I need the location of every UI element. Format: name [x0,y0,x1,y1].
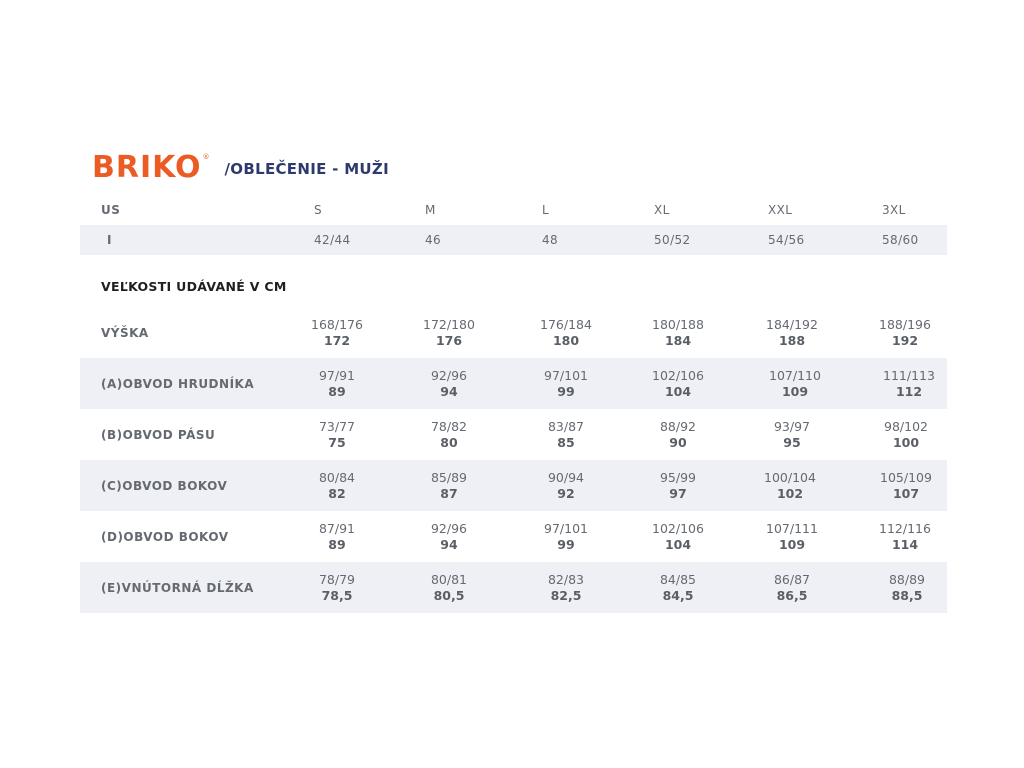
size-cell-it-5 [882,225,982,255]
range-value: 73/77 [318,418,356,434]
measure-cell [742,511,842,562]
mid-value: 184 [664,333,692,348]
range-value: 105/109 [880,469,932,485]
mid-value: 97 [669,485,687,501]
mid-value: 94 [440,383,458,399]
measure-cell [399,460,499,511]
briko-logo [92,150,211,185]
range-value: 107/111 [766,520,818,536]
range-value: 111/113 [883,367,935,383]
measure-label: (A)OBVOD HRUDNÍKA [101,376,255,391]
size-value: S [314,203,323,217]
mid-value: 192 [891,333,919,348]
size-value: 54/56 [768,233,805,247]
range-value: 102/106 [652,520,704,536]
size-value: M [425,203,436,217]
mid-value: 89 [328,383,346,399]
measure-cell [399,562,499,613]
range-value: 90/94 [547,469,585,485]
range-value: 112/116 [879,520,931,536]
measure-cell [742,562,842,613]
measure-label: (C)OBVOD BOKOV [101,478,228,493]
mid-value: 104 [664,536,692,552]
measure-cell [856,409,956,460]
mid-value: 90 [669,434,687,450]
mid-value: 99 [557,383,575,399]
size-cell-us-2 [542,198,642,222]
range-value: 97/91 [318,367,356,383]
measure-cell [628,409,728,460]
mid-value: 95 [783,434,801,450]
range-value: 188/196 [879,317,931,332]
size-cell-it-3 [654,225,754,255]
measure-row [80,511,947,562]
measure-label: VÝŠKA [101,326,149,340]
measure-cell [855,511,955,562]
size-cell-it-1 [425,225,525,255]
range-value: 98/102 [884,418,928,434]
mid-value: 102 [776,485,804,501]
measure-cell [287,562,387,613]
range-value: 172/180 [423,317,475,332]
measure-label: (E)VNÚTORNÁ DĹŽKA [101,580,254,595]
measure-cell [516,511,616,562]
range-value: 93/97 [773,418,811,434]
measure-cell [287,511,387,562]
size-cell-us-5 [882,198,982,222]
measure-cell [399,511,499,562]
mid-value: 85 [557,434,575,450]
size-value: XXL [768,203,793,217]
range-value: 100/104 [764,469,816,485]
mid-value: 86,5 [776,587,808,603]
mid-value: 82 [328,485,346,501]
measure-cell [516,460,616,511]
size-cell-us-3 [654,198,754,222]
size-value: XL [654,203,670,217]
brand-name: BRIKO [92,150,202,185]
range-value: 88/89 [888,571,926,587]
range-value: 92/96 [430,520,468,536]
measure-cell [628,308,728,358]
page-title: /OBLEČENIE - MUŽI [224,160,389,178]
registered-mark: ® [202,153,211,161]
range-value: 83/87 [547,418,585,434]
range-value: 85/89 [430,469,468,485]
size-cell-it-0 [314,225,414,255]
size-cell-it-2 [542,225,642,255]
measure-cell [628,511,728,562]
range-value: 176/184 [540,317,592,332]
mid-value: 114 [891,536,919,552]
measure-cell [399,409,499,460]
mid-value: 188 [778,333,806,348]
mid-value: 84,5 [662,587,694,603]
size-value: 42/44 [314,233,351,247]
size-value: 3XL [882,203,906,217]
range-value: 95/99 [659,469,697,485]
measure-cell [516,562,616,613]
mid-value: 82,5 [550,587,582,603]
range-value: 168/176 [311,317,363,332]
measure-cell [856,460,956,511]
measure-cell [287,308,387,358]
range-value: 107/110 [769,367,821,383]
range-value: 78/82 [430,418,468,434]
size-value: 48 [542,233,559,247]
measure-cell [742,409,842,460]
measure-cell [628,460,728,511]
range-value: 80/81 [430,571,468,587]
range-value: 82/83 [547,571,585,587]
range-value: 80/84 [318,469,356,485]
measure-cell [399,308,499,358]
measure-row [80,308,947,358]
size-cell-us-1 [425,198,525,222]
measure-label: (B)OBVOD PÁSU [101,427,216,442]
size-cell-us-0 [314,198,414,222]
range-value: 184/192 [766,317,818,332]
mid-value: 107 [892,485,920,501]
mid-value: 112 [895,383,923,399]
range-value: 78/79 [318,571,356,587]
size-cell-it-4 [768,225,868,255]
range-value: 86/87 [773,571,811,587]
measure-cell [855,308,955,358]
range-value: 84/85 [659,571,697,587]
range-value: 92/96 [430,367,468,383]
mid-value: 99 [557,536,575,552]
mid-value: 94 [440,536,458,552]
range-value: 97/101 [544,367,588,383]
measure-cell [740,460,840,511]
size-cell-us-4 [768,198,868,222]
measure-cell [516,308,616,358]
mid-value: 92 [557,485,575,501]
measure-cell [857,562,957,613]
measure-cell [516,358,616,409]
mid-value: 89 [328,536,346,552]
measure-cell [287,409,387,460]
measure-cell [287,460,387,511]
measure-cell [287,358,387,409]
range-value: 102/106 [652,367,704,383]
mid-value: 109 [778,536,806,552]
mid-value: 78,5 [321,587,353,603]
size-value: L [542,203,550,217]
mid-value: 87 [440,485,458,501]
measure-cell [628,562,728,613]
mid-value: 100 [892,434,920,450]
size-row-us [80,198,947,222]
mid-value: 75 [328,434,346,450]
mid-value: 80 [440,434,458,450]
row-label-us: US [101,203,121,217]
size-value: 58/60 [882,233,919,247]
mid-value: 176 [435,333,463,348]
measure-row [80,358,947,409]
measure-cell [516,409,616,460]
measure-cell [628,358,728,409]
mid-value: 180 [552,333,580,348]
mid-value: 104 [664,383,692,399]
mid-value: 80,5 [433,587,465,603]
range-value: 87/91 [318,520,356,536]
measure-cell [399,358,499,409]
size-row-it [80,225,947,255]
measure-cell [742,308,842,358]
measure-row [80,460,947,511]
measure-row [80,562,947,613]
measure-row [80,409,947,460]
range-value: 180/188 [652,317,704,332]
row-label-it: I [107,233,112,247]
size-value: 50/52 [654,233,691,247]
range-value: 97/101 [544,520,588,536]
mid-value: 109 [781,383,809,399]
mid-value: 172 [323,333,351,348]
measure-cell [745,358,845,409]
measure-cell [859,358,959,409]
section-title: VEĽKOSTI UDÁVANÉ V CM [101,279,287,294]
mid-value: 88,5 [891,587,923,603]
header [92,150,389,185]
range-value: 88/92 [659,418,697,434]
size-value: 46 [425,233,442,247]
measure-label: (D)OBVOD BOKOV [101,529,229,544]
